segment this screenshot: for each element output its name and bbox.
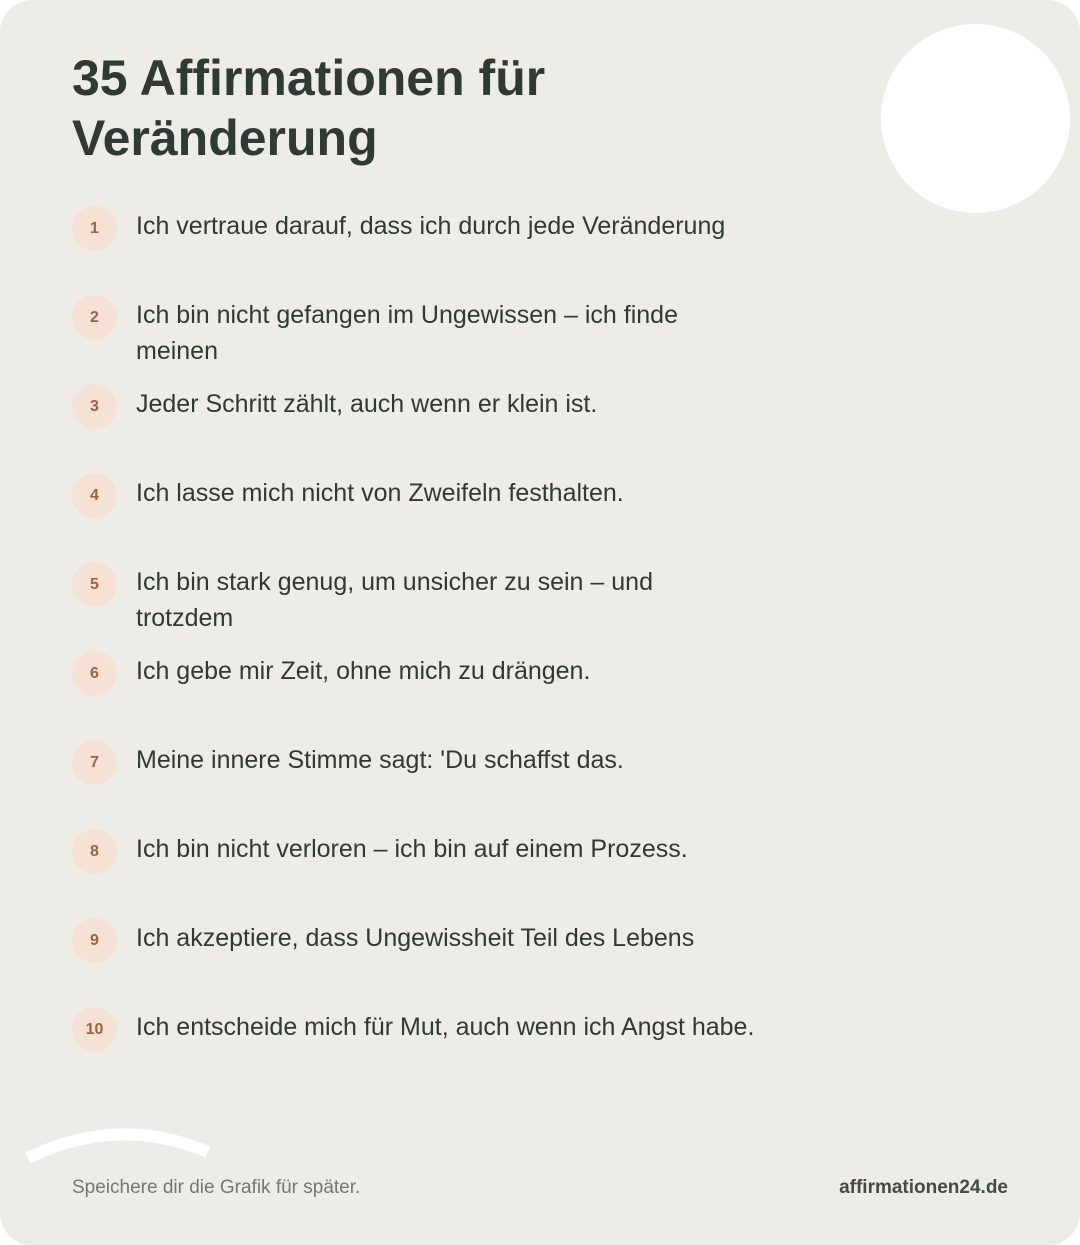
footer-save-hint: Speichere dir die Grafik für später. bbox=[72, 1177, 361, 1198]
page-title: 35 Affirmationen für Veränderung bbox=[72, 50, 546, 166]
affirmation-text: Ich bin stark genug, um unsicher zu sein – und trotzdem bbox=[136, 568, 653, 632]
affirmation-text: Ich entscheide mich für Mut, auch wenn ich Angst habe. bbox=[136, 1013, 755, 1041]
item-number-badge: 10 bbox=[72, 1007, 117, 1052]
item-number-badge: 3 bbox=[72, 384, 117, 429]
list-item bbox=[72, 827, 772, 916]
affirmation-text: Ich gebe mir Zeit, ohne mich zu drängen. bbox=[136, 657, 591, 685]
list-item bbox=[72, 293, 772, 382]
decorative-arc bbox=[20, 1122, 220, 1172]
item-number-badge: 4 bbox=[72, 473, 117, 518]
decorative-circle bbox=[881, 24, 1070, 213]
affirmation-list bbox=[72, 204, 772, 1094]
item-number-badge: 1 bbox=[72, 206, 117, 251]
item-number-badge: 7 bbox=[72, 740, 117, 785]
item-number-badge: 5 bbox=[72, 562, 117, 607]
item-number-badge: 6 bbox=[72, 651, 117, 696]
list-item bbox=[72, 916, 772, 1005]
footer-website: affirmationen24.de bbox=[839, 1177, 1008, 1198]
affirmation-text: Ich bin nicht verloren – ich bin auf einem Prozess. bbox=[136, 835, 688, 863]
list-item bbox=[72, 204, 772, 293]
list-item bbox=[72, 560, 772, 649]
list-item bbox=[72, 382, 772, 471]
list-item bbox=[72, 738, 772, 827]
affirmation-text: Meine innere Stimme sagt: 'Du schaffst das. bbox=[136, 746, 624, 774]
affirmation-text: Jeder Schritt zählt, auch wenn er klein ist. bbox=[136, 390, 598, 418]
list-item bbox=[72, 649, 772, 738]
affirmation-text: Ich lasse mich nicht von Zweifeln festhalten. bbox=[136, 479, 624, 507]
affirmation-text: Ich akzeptiere, dass Ungewissheit Teil des Lebens bbox=[136, 924, 695, 952]
item-number-badge: 2 bbox=[72, 295, 117, 340]
list-item bbox=[72, 1005, 772, 1094]
affirmation-text: Ich vertraue darauf, dass ich durch jede Veränderung bbox=[136, 212, 726, 240]
affirmation-text: Ich bin nicht gefangen im Ungewissen – ich finde meinen bbox=[136, 301, 678, 365]
item-number-badge: 8 bbox=[72, 829, 117, 874]
list-item bbox=[72, 471, 772, 560]
item-number-badge: 9 bbox=[72, 918, 117, 963]
